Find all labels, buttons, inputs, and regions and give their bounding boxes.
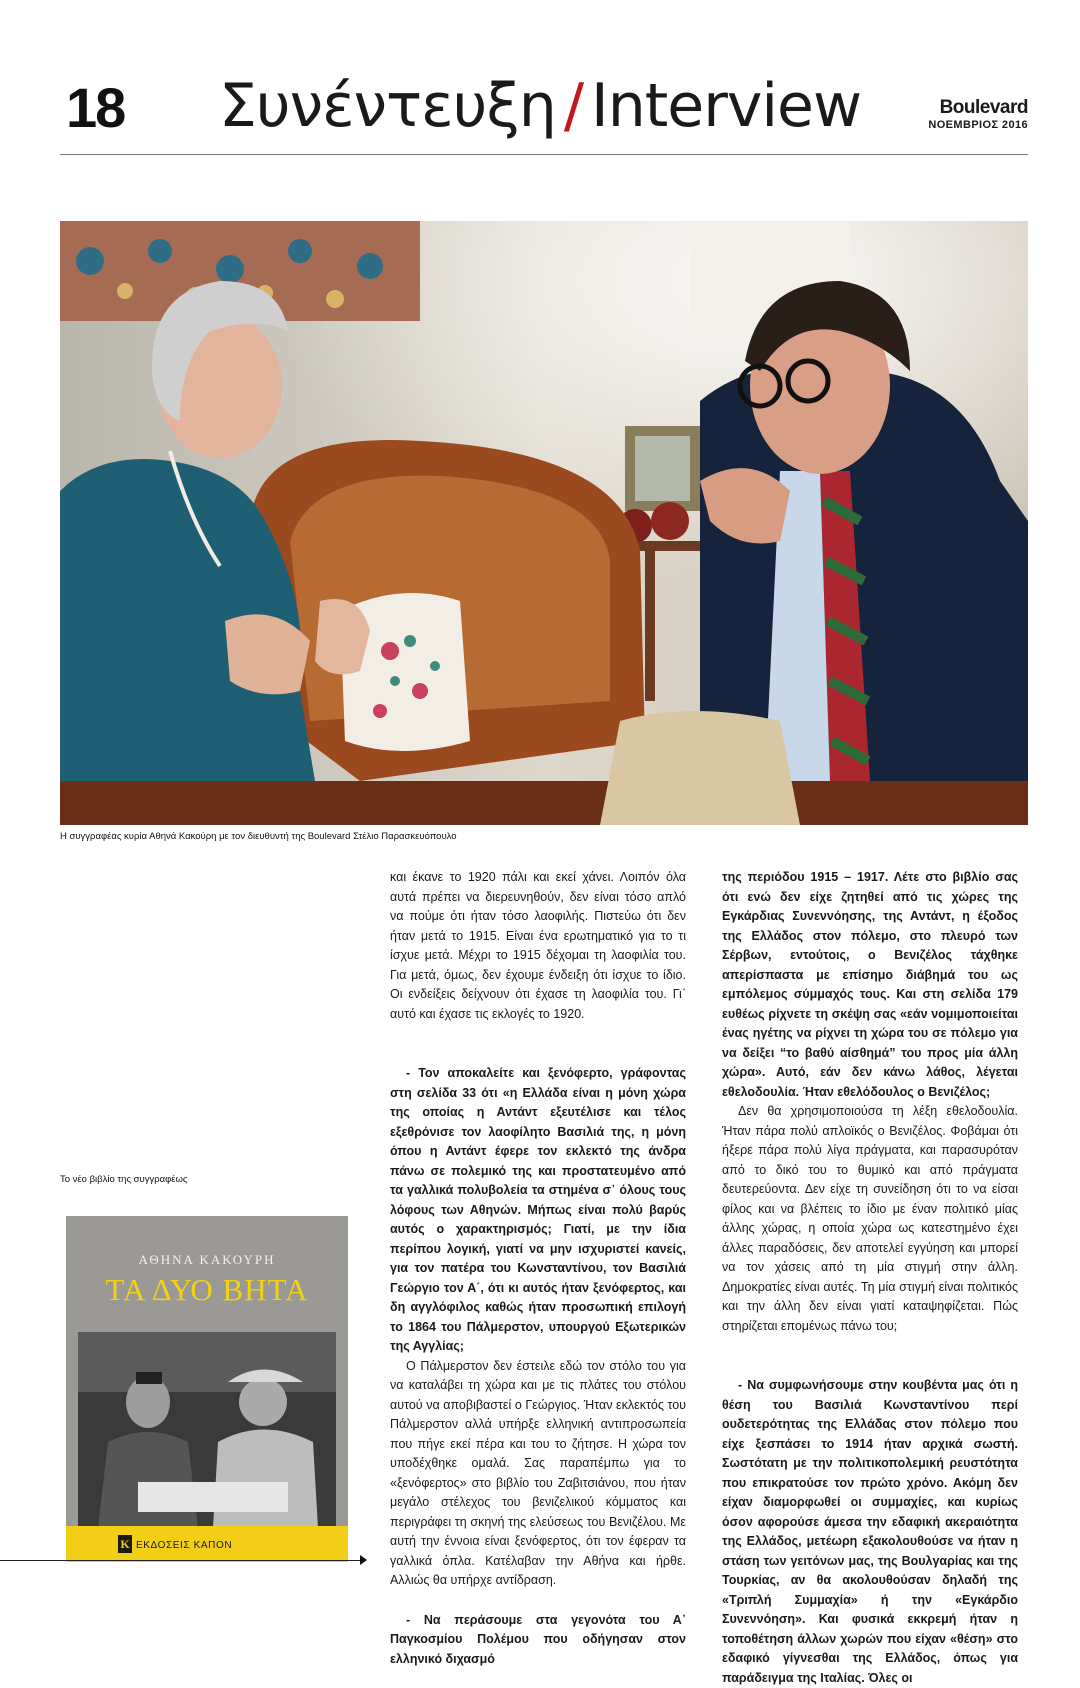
article-column-right	[722, 868, 1018, 1688]
header-rule	[60, 154, 1028, 155]
interview-photo-illustration	[60, 221, 1028, 825]
interview-answer: Δεν θα χρησιμοποιούσα τη λέξη εθελοδουλία. Ήταν πάρα πολύ απλοϊκός ο Βενιζέλος. Φοβάμαι ότι ήξερε πάρα πολύ λίγα πράγματα, και παρασυρόταν από το δικό του το θυμικό και από πράγματα δευτερεύοντα. Δεν είχε τη συνείδηση ότι το να είσαι φίλος και να βλέπεις το ίδιο με έναν πολιτικό μίας άλλης χώρας, η οποία χώρα ως κατεστημένο έχει άλλες παραδόσεις, δεν αποτελεί εγγύηση και μπορεί να τον χάσεις από τη μία στιγμή στην άλλη. Δημοκρατίες είναι αυτές. Τη μία στιγμή είναι πολιτικός και την άλλη δεν είναι γιατί καταψηφίζεται. Πώς στηρίζεται επομένως πάνω του;	[722, 1104, 1018, 1333]
section-title-separator: /	[563, 71, 584, 141]
book-publisher: ΕΚΔΟΣΕΙΣ ΚΑΠΟΝ	[136, 1540, 233, 1551]
section-title-english: Interview	[591, 71, 862, 141]
masthead	[928, 98, 1028, 131]
publisher-logo: Κ	[118, 1535, 132, 1553]
photo-caption: Η συγγραφέας κυρία Αθηνά Κακούρη με τον διευθυντή της Boulevard Στέλιο Παρασκευόπουλο	[60, 831, 457, 842]
section-title-greek: Συνέντευξη	[218, 71, 556, 141]
interview-question: - Να περάσουμε στα γεγονότα του Α᾽ Παγκοσμίου Πολέμου που οδήγησαν στον ελληνικό διχασμό	[390, 1612, 686, 1666]
interview-answer: Ο Πάλμερστον δεν έστειλε εδώ τον στόλο του για να καταλάβει τη χώρα και με τις πλάτες του στόλου αυτού να αποβιβαστεί ο Γεώργιος. Ήταν εκλεκτός του Πάλμερστον αλλά υπήρξε ελληνική αντιπροσωπεία που πήγε εκεί πέρα και του το ζήτησε. Η χώρα τον υποδέχθηκε ομαλά. Σας παραπέμπω για το «ξενόφερτος» στο βιβλίο του Ζαβιτσιάνου, που ήταν μεγάλο στέλεχος του βενιζελικού κόμματος και περιγράφει τη σκηνή της ελεύσεως του Βενιζέλου. Με αυτή την έννοια είναι ξενόφερτος, ότι τον έφεραν τα γαλλικά όπλα. Κατέλαβαν την Αθήνα και ήρθε. Αλλιώς θα υπήρχε αντίδραση.	[390, 1358, 686, 1587]
interview-photo	[60, 221, 1028, 825]
continuation-arrow-icon	[360, 1555, 367, 1565]
book-caption: Το νέο βιβλίο της συγγραφέως	[60, 1174, 188, 1185]
interview-question: - Τον αποκαλείτε και ξενόφερτο, γράφοντας στη σελίδα 33 ότι «η Ελλάδα είναι η μόνη χώρα της οποίας η Αντάντ εξευτέλισε και τέλος εξεθρόνισε τον λαοφίλητο Βασιλιά της, η μόνη όπου η Αντάντ έφερε τον εκλεκτό της άνδρα πάνω σε πολεμικό της και προστατευμένο από τα γαλλικά πολυβολεία τα στημένα σ᾽ όλους τους λόφους των Αθηνών. Μήπως είναι πολύ βαρύς αυτός ο χαρακτηρισμός; Γιατί, με την ίδια περίπου λογική, γιατί να μην ισχυριστεί κανείς, για τον πατέρα του Κωνσταντίνου, τον Βασιλιά Γεώργιο τον Α΄, ότι κι αυτός ήταν ξενόφερτος, και δη αγγλόφιλος καθώς ήταν προσωπική επιλογή το 1864 του Πάλμερστον, υπουργού Εξωτερικών της Αγγλίας;	[390, 1066, 686, 1353]
page-number: 18	[66, 76, 125, 139]
book-cover-photo	[78, 1332, 336, 1528]
issue-date: ΝΟΕΜΒΡΙΟΣ 2016	[928, 119, 1028, 131]
book-title: ΤΑ ΔΥΟ ΒΗΤΑ	[105, 1272, 309, 1307]
book-cover-illustration	[78, 1332, 336, 1528]
section-title	[0, 71, 1080, 141]
article-column-middle	[390, 868, 686, 1669]
book-author: ΑΘΗΝΑ ΚΑΚΟΥΡΗ	[138, 1252, 276, 1267]
interview-question-continued: της περιόδου 1915 – 1917. Λέτε στο βιβλίο σας ότι ενώ δεν είχε ζητηθεί από τις χώρες της Εγκάρδιας Συνεννόησης, της Αντάντ, η έξοδος της Ελλάδος στον πόλεμο, στο πλευρό των Σέρβων, εντούτοις, ο Βενιζέλος τάχθηκε απερίσπαστα με επίσημο διάβημά του ως εμπόλεμος σύμμαχός τους. Και στη σελίδα 179 ευθέως ρίχνετε τη σκέψη σας «εάν νομιμοποιείται ένας ηγέτης να ρίχνει τη χώρα του σε πόλεμο για να δείξει “το βαθύ αίσθημά” του προς μία άλλη χώρα». Αυτό, εάν δεν κάνω λάθος, λέγεται εθελοδουλία. Ήταν εθελόδουλος ο Βενιζέλος;	[722, 870, 1018, 1099]
publication-name: Boulevard	[939, 97, 1028, 118]
interview-question: - Να συμφωνήσουμε στην κουβέντα μας ότι η θέση του Βασιλιά Κωνσταντίνου περί ουδετερότητας της Ελλάδας στον πόλεμο που είχε ξεσπάσει το 1914 ήταν αρχικά σωστή. Σωστότατη με την πολιτικοπολεμική ρευστότητα που επικρατούσε τον πρώτο χρόνο. Ακόμη δεν είχαν διαμορφωθεί οι συμμαχίες, και κυρίως όσον αφορούσε άμεσα την εδαφική ακεραιότητα της Ελλάδος, μετέωρη εξακολουθούσε να ήταν η στάση των γειτόνων μας, της Βουλγαρίας και της Τουρκίας, αν θα ακολουθούσαν δηλαδή της «Τριπλή Συμμαχία» ή την «Εγκάρδιο Συνεννόηση». Και φυσικά εκκρεμή ήταν η τοποθέτηση άλλων χωρών που είχαν «θέση» στο εδαφικό γίγνεσθαι της Ελλάδος, όπως για παράδειγμα της Ιταλίας. Όλες οι	[722, 1378, 1018, 1685]
article-paragraph: και έκανε το 1920 πάλι και εκεί χάνει. Λοιπόν όλα αυτά πρέπει να διερευνηθούν, δεν είναι τόσο απλό να πούμε ότι ήταν τόσο λαοφιλής. Πιστεύω ότι δεν ήταν μετά το 1915. Είναι ένα ερωτηματικό για το τι ίσχυε μετά. Μέχρι το 1915 δέχομαι τη λαοφιλία του. Για μετά, όμως, δεν έχουμε ένδειξη ότι ίσχυε το ίδιο. Οι ενδείξεις δείχνουν ότι έχασε τη λαοφιλία του. Γι᾽ αυτό και έχασε τις εκλογές το 1920.	[390, 870, 686, 1021]
book-cover	[66, 1216, 348, 1562]
continuation-rule	[0, 1560, 362, 1561]
